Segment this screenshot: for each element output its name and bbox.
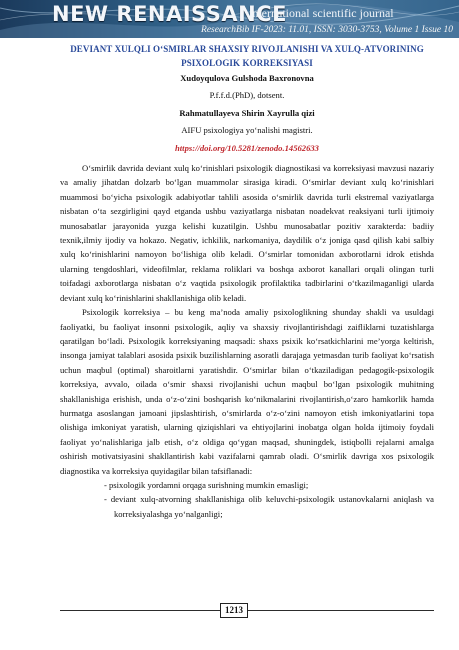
author-1-name: Xudoyqulova Gulshoda Baxronovna <box>180 73 314 83</box>
doi-link[interactable]: https://doi.org/10.5281/zenodo.14562633 <box>175 142 319 153</box>
author-2-name: Rahmatullayeva Shirin Xayrulla qizi <box>179 107 315 118</box>
article-body <box>60 42 434 521</box>
page-number: 1213 <box>220 603 248 618</box>
issn-line: ResearchBib IF-2023: 11.01, ISSN: 3030-3753, Volume 1 Issue 10 <box>201 25 453 35</box>
journal-banner <box>0 0 459 38</box>
author-1-role: P.f.f.d.(PhD), dotsent. <box>209 90 285 101</box>
article-title-line-2: PSIXOLOGIK KORREKSIYASI <box>181 58 313 68</box>
paragraph-1: O‘smirlik davrida deviant xulq ko‘rinishlari psixologik diagnostikasi va korreksiyasi mavzusi nazariy va amaliy jihatdan dolzarb bo‘lgan muammolar sirasiga kiradi. O‘smirlar deviant xulq ko‘rinishlari muammosi bo‘yicha psixologik adabiyotlar tahlili asosida o‘smirlik davrida turli ekstremal vaziyatlarga nisbatan o‘ta sezgirligini qayd etganda ushbu vaziyatlarga nisbatan noadekvat reaksiyani turli ijtimoiy munosabatlar jarayonida yuzga kelishi kuzatilgin. Ushbu munosabatlar pozitiv xarakterda: badiiy texnik,ilmiy ijodiy va hokazo. Negativ, ichkilik, narkomaniya, daydilik o‘z joniga qasd qilish kabi salbiy xulq ko‘rinishlarini namoyon bo‘lishiga olib keladi. O‘smirlar tomonidan axborotlarni idrok etishda ularning tengdoshlari, videofilmlar, reklama roliklari va boshqa axborot kanallari orqali olingan turli toifadagi axborotlarga nisbatan o‘z vaqtida psixologik profilaktika tadbirlarini o‘tkazilmaganligi ularda deviant xulq ko‘rinishlarini shakllanishiga olib keladi. <box>60 163 434 303</box>
author-2-role: AIFU psixologiya yo‘nalishi magistri. <box>181 125 313 136</box>
paragraph-2: Psixologik korreksiya – bu keng ma’noda amaliy psixologlikning shunday shakli va usuldagi faoliyatki, bu faoliyat insonni psixologik, aqliy va shaxsiy rivojlantirishdagi zaifliklarni tuzatishlarga qaratilgan bo‘ladi. Psixologik korreksiyaning maqsadi: shaxs psixik ko‘rsatkichlarini me’yorga keltirish, insonga jamiyat talablari asosida psixik buzilishlarning asoratli darajaga yetmasdan turib faoliyat ko‘rsatish uchun maqbul (optimal) sharoitlarni yaratishdir. O‘smirlar bilan o‘tkaziladigan pedagogik-psixologik korreksiya, avvalo, oilada o‘smir shaxsi rivojlanishi uchun maqbul bo‘lgan psixologik muhitning shakllanishiga erishish, unda o‘z-o‘zini boshqarish ko‘nikmalarini rivojlantirish,o‘zaro hamkorlik hamda hurmatga asoslangan jamoani jipslashtirish, o‘smirlarda o‘z-o‘zini namoyon etish imkoniyatlarini topa olishiga imkoniyat yaratish, ularning qiziqishlari va ehtiyojlarini inobatga olgan holda ijtimoiy foydali faoliyat yo‘nalishlariga jalb etish, o‘z oldiga qo‘ygan maqsad, shuningdek, istiqbolli rejalarni amalga oshirish motivatsiyasini shakllantirish kabi vazifalarni qamrab oladi. O‘smirlik davriga xos psixologik diagnostika va korreksiya quyidagilar bilan tafsiflanadi: <box>60 307 434 476</box>
list-item: - psixologik yordamni orqaga surishning mumkin emasligi; <box>104 479 309 490</box>
page-footer <box>0 602 459 618</box>
article-title-line-1: DEVIANT XULQLI O‘SMIRLAR SHAXSIY RIVOJLANISHI VA XULQ-ATVORINING <box>70 44 424 54</box>
journal-name: NEW RENAISSANCE <box>52 2 287 26</box>
list-item: - deviant xulq-atvorning shakllanishiga olib keluvchi-psixologik ustanovkalarni aniqlash va korreksiyalashga yo‘nalganligi; <box>104 494 434 519</box>
journal-subtitle: international scientific journal <box>249 6 394 20</box>
